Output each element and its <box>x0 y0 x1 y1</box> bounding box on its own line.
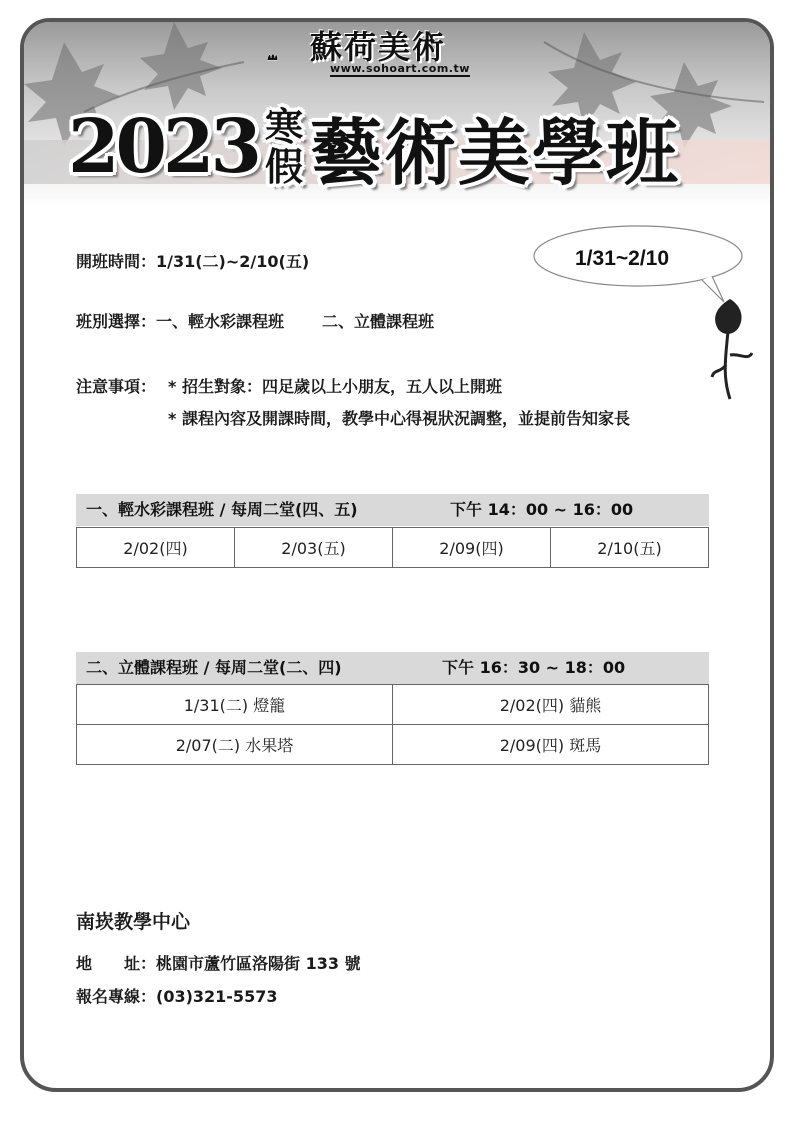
table-cell: 2/02(四) <box>77 528 235 568</box>
title-main: 藝術美學班 <box>309 110 680 195</box>
course-watercolor-header <box>76 494 709 526</box>
center-phone: 報名專線：(03)321-5573 <box>76 987 278 1006</box>
table-cell: 2/03(五) <box>235 528 393 568</box>
title-season <box>260 104 308 189</box>
class-option-watercolor: 一、輕水彩課程班 <box>156 312 285 331</box>
title-season-top: 寒 <box>264 104 303 149</box>
class-selection-label: 班別選擇： <box>76 312 157 331</box>
period-text: 開班時間：1/31(二)~2/10(五) <box>76 252 310 271</box>
center-name: 南崁教學中心 <box>76 911 191 933</box>
title-season-bottom: 假 <box>264 144 303 189</box>
notes-label: 注意事項： <box>76 377 157 396</box>
table-row <box>77 725 709 765</box>
table-cell: 1/31(二) 燈籠 <box>77 685 393 725</box>
center-address: 地 址：桃園市蘆竹區洛陽街 133 號 <box>76 954 361 973</box>
title-year: 2023 <box>68 104 258 190</box>
course-3d-header <box>76 652 709 684</box>
table-cell: 2/10(五) <box>551 528 709 568</box>
note-adjustment: * 課程內容及開課時間，教學中心得視狀況調整，並提前告知家長 <box>168 409 630 428</box>
table-row <box>77 528 709 568</box>
note-enrollment: * 招生對象：四足歲以上小朋友，五人以上開班 <box>168 377 502 396</box>
class-selection <box>76 309 434 332</box>
class-option-3d: 二、立體課程班 <box>322 312 435 331</box>
table-row <box>77 685 709 725</box>
table-cell: 2/07(二) 水果塔 <box>77 725 393 765</box>
table-cell: 2/09(四) <box>393 528 551 568</box>
course-watercolor-title: 一、輕水彩課程班 / 每周二堂(四、五) <box>86 500 358 519</box>
table-cell: 2/09(四) 斑馬 <box>393 725 709 765</box>
brush-figure-icon <box>700 295 766 405</box>
poster-title <box>68 95 680 199</box>
course-3d-time: 下午 16：30 ~ 18：00 <box>442 658 626 677</box>
course-watercolor-time: 下午 14：00 ~ 16：00 <box>450 500 634 519</box>
brand-url: www.sohoart.com.tw <box>330 62 470 75</box>
course-watercolor-table <box>76 527 709 568</box>
date-bubble-text: 1/31~2/10 <box>575 247 670 270</box>
course-3d-title: 二、立體課程班 / 每周二堂(二、四) <box>86 658 342 677</box>
brand-name: 蘇荷美術 <box>310 28 447 66</box>
table-cell: 2/02(四) 貓熊 <box>393 685 709 725</box>
course-3d-table <box>76 684 709 765</box>
